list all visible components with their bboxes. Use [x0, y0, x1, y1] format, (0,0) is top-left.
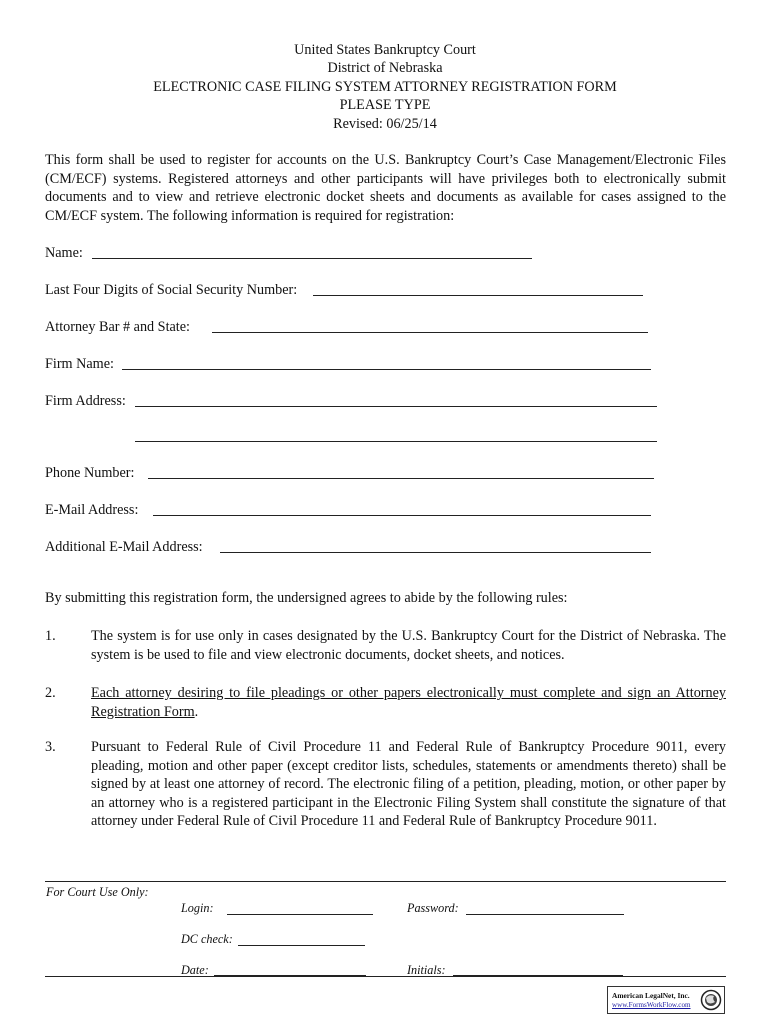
phone-input-line[interactable]: [148, 478, 654, 479]
rule-text-underlined: Each attorney desiring to file pleadings or other papers electronically must complete and sign an Attorney Registration Form: [91, 685, 726, 720]
intro-paragraph: This form shall be used to register for accounts on the U.S. Bankruptcy Court’s Case Management/Electronic Files (CM/ECF) systems. Registered attorneys and other participants will have privileges both to electronically submit documents and to view and retrieve electronic docket sheets and documents as available for cases assigned to the CM/ECF system. The following information is required for registration:: [45, 152, 726, 225]
email-field[interactable]: [45, 501, 653, 521]
dc-check-input-line[interactable]: [238, 945, 365, 946]
firm-address-label: Firm Address:: [45, 393, 126, 409]
phone-field[interactable]: [45, 464, 657, 484]
email-label: E-Mail Address:: [45, 502, 139, 518]
name-field[interactable]: [45, 244, 535, 264]
revision-date: Revised: 06/25/14: [333, 115, 437, 132]
court-use-top-divider: [45, 881, 726, 882]
agreement-statement: By submitting this registration form, the undersigned agrees to abide by the following rules:: [45, 590, 568, 606]
rule-text-suffix: .: [194, 703, 199, 720]
ssn-input-line[interactable]: [313, 295, 643, 296]
rule-item: [45, 738, 726, 850]
firm-name-label: Firm Name:: [45, 356, 114, 372]
bar-state-label: Attorney Bar # and State:: [45, 319, 190, 335]
please-type-instruction: PLEASE TYPE: [339, 97, 431, 114]
password-input-line[interactable]: [466, 914, 624, 915]
rule-number: 1.: [45, 628, 56, 644]
additional-email-field[interactable]: [45, 538, 653, 558]
american-legalnet-logo: [607, 986, 725, 1014]
login-label: Login:: [181, 901, 214, 915]
firm-address-line-2[interactable]: [135, 441, 657, 442]
court-use-label: For Court Use Only:: [46, 885, 149, 899]
logo-url-link[interactable]: www.FormsWorkFlow.com: [612, 1001, 691, 1009]
additional-email-label: Additional E-Mail Address:: [45, 539, 203, 555]
date-label: Date:: [181, 963, 209, 977]
firm-address-field[interactable]: [45, 392, 659, 412]
rule-item: [45, 627, 726, 667]
court-use-bottom-divider: [45, 976, 726, 977]
phone-label: Phone Number:: [45, 465, 135, 481]
bar-state-input-line[interactable]: [212, 332, 648, 333]
firm-address-input-line[interactable]: [135, 406, 657, 407]
rule-number: 3.: [45, 739, 56, 755]
password-label: Password:: [407, 901, 459, 915]
rule-text: Pursuant to Federal Rule of Civil Procedure 11 and Federal Rule of Bankruptcy Procedure 9011, every pleading, motion and other paper (except creditor lists, schedules, statements or amendments thereto) shall be signed by at least one attorney of record. The electronic filing of a petition, pleading, motion, or other paper by an attorney who is a registered participant in the Electronic Filing System shall constitute the signature of that attorney under Federal Rule of Civil Procedure 11 and Federal Rule of Bankruptcy Procedure 9011.: [91, 739, 726, 830]
ssn-field[interactable]: [45, 281, 645, 301]
additional-email-input-line[interactable]: [220, 552, 651, 553]
email-input-line[interactable]: [153, 515, 651, 516]
logo-company-name: American LegalNet, Inc.: [612, 991, 690, 1000]
rule-text: [91, 684, 726, 721]
rule-item: [45, 684, 726, 724]
form-title: ELECTRONIC CASE FILING SYSTEM ATTORNEY REGISTRATION FORM: [153, 78, 617, 95]
dc-check-label: DC check:: [181, 932, 233, 946]
initials-label: Initials:: [407, 963, 446, 977]
rule-text: The system is for use only in cases designated by the U.S. Bankruptcy Court for the District of Nebraska. The system is be used to file and view electronic documents, docket sheets, and notices.: [91, 628, 726, 663]
name-input-line[interactable]: [92, 258, 532, 259]
login-input-line[interactable]: [227, 914, 373, 915]
firm-name-input-line[interactable]: [122, 369, 651, 370]
court-name: United States Bankruptcy Court: [294, 42, 476, 58]
district-name: District of Nebraska: [327, 60, 443, 77]
rule-number: 2.: [45, 685, 56, 701]
name-label: Name:: [45, 245, 83, 261]
bar-state-field[interactable]: [45, 318, 651, 338]
ssn-label: Last Four Digits of Social Security Number:: [45, 282, 298, 298]
globe-icon: [700, 989, 722, 1011]
form-header: [0, 41, 770, 133]
firm-name-field[interactable]: [45, 355, 653, 375]
